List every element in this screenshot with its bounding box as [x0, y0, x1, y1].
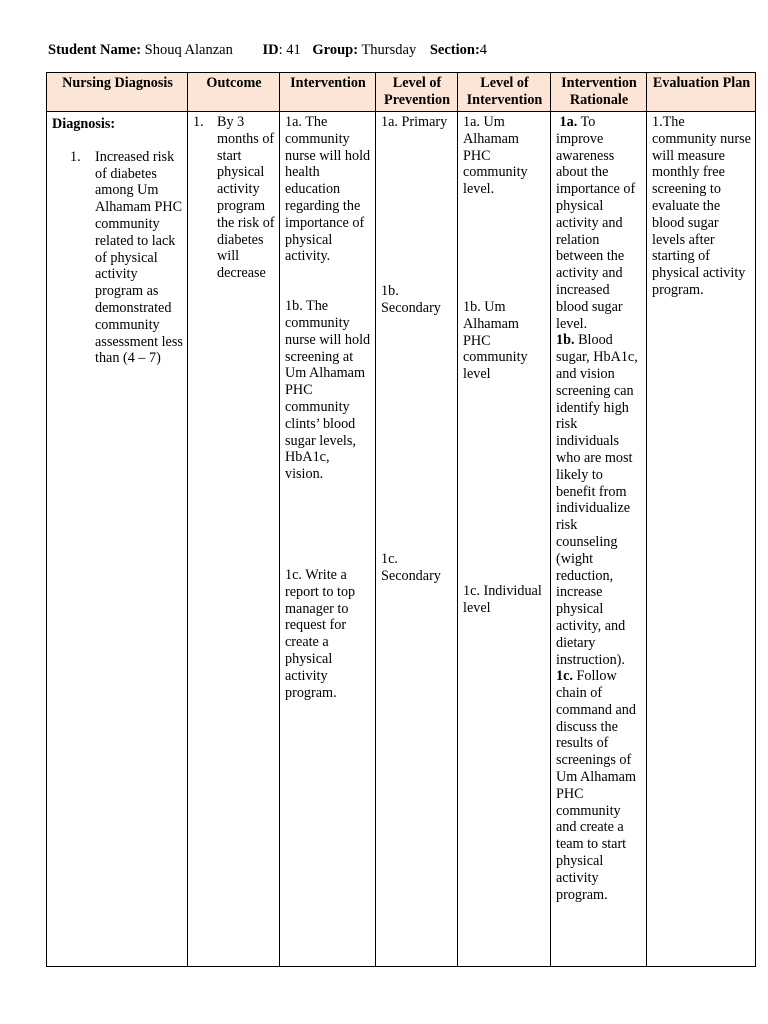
group-value: Thursday [361, 42, 417, 58]
student-info-line [48, 42, 487, 59]
level-intervention-1b: 1b. Um Alhamam PHC community level [463, 298, 528, 383]
header-intervention-rationale: Intervention Rationale [551, 73, 647, 112]
diagnosis-cell [47, 112, 188, 967]
id-label: ID [262, 42, 279, 58]
diagnosis-title: Diagnosis: [52, 116, 116, 132]
level-intervention-1c: 1c. Individual level [463, 582, 542, 616]
header-nursing-diagnosis: Nursing Diagnosis [47, 73, 188, 112]
intervention-1c: 1c. Write a report to top manager to request for create a physical activity program. [285, 566, 356, 701]
outcome-number: 1. [193, 114, 204, 130]
rationale-1c-label: 1c. [556, 668, 573, 685]
rationale-1c [556, 668, 642, 903]
outcome-cell [188, 112, 280, 967]
diagnosis-text: Increased risk of diabetes among Um Alhamam PHC community related to lack of physical activity program as demonstrated community assessment less than (4 – 7) [95, 148, 183, 367]
section-value: 4 [479, 42, 488, 58]
table-header-row [47, 73, 756, 112]
prevention-1c: 1c. Secondary [381, 551, 441, 585]
diagnosis-number: 1. [70, 148, 81, 165]
evaluation-text: 1.The community nurse will measure monthly free screening to evaluate the blood sugar levels after starting of physical activity program. [652, 114, 751, 298]
level-intervention-1a: 1a. Um Alhamam PHC community level. [463, 114, 528, 198]
header-evaluation-plan: Evaluation Plan [647, 73, 756, 112]
intervention-1a: 1a. The community nurse will hold health education regarding the importance of physical activity. [285, 114, 371, 265]
header-level-of-prevention: Level of Prevention [376, 73, 458, 112]
intervention-1b: 1b. The community nurse will hold screening at Um Alhamam PHC community clints’ blood sugar levels, HbA1c, vision. [285, 298, 371, 483]
rationale-1b-text: Blood sugar, HbA1c, and vision screening can identify high risk individuals who are most likely to benefit from individualize risk counseling (wight reduction, increase physical activity, and dietary instruction). [556, 332, 638, 668]
prevention-1b: 1b. Secondary [381, 282, 441, 316]
outcome-item [193, 114, 275, 282]
id-value: : 41 [278, 42, 301, 58]
student-name-value: Shouq Alanzan [144, 42, 233, 58]
student-name-label: Student Name: [48, 42, 142, 58]
prevention-1a: 1a. Primary [381, 114, 448, 130]
intervention-cell [280, 112, 376, 967]
rationale-1c-text: Follow chain of command and discuss the results of screenings of Um Alhamam PHC community and create a team to start physical activity program. [556, 668, 636, 903]
header-intervention: Intervention [280, 73, 376, 112]
header-level-of-intervention: Level of Intervention [458, 73, 551, 112]
diagnosis-item [52, 149, 183, 367]
level-of-intervention-cell [458, 112, 551, 967]
prevention-cell [376, 112, 458, 967]
rationale-cell [551, 112, 647, 967]
rationale-1a-text: To improve awareness about the importance of physical activity and relation between the activity and increased blood sugar level. [556, 114, 636, 332]
nursing-care-plan-table [46, 72, 756, 967]
group-label: Group: [312, 42, 359, 58]
rationale-1a-label: 1a. [559, 114, 578, 130]
rationale-1b [556, 332, 642, 668]
rationale-1b-label: 1b. [556, 332, 575, 349]
section-label: Section: [429, 42, 480, 58]
evaluation-cell [647, 112, 756, 967]
outcome-text: By 3 months of start physical activity program the risk of diabetes will decrease [217, 114, 275, 282]
header-outcome: Outcome [188, 73, 280, 112]
rationale-1a [556, 114, 642, 332]
table-row [47, 112, 756, 967]
